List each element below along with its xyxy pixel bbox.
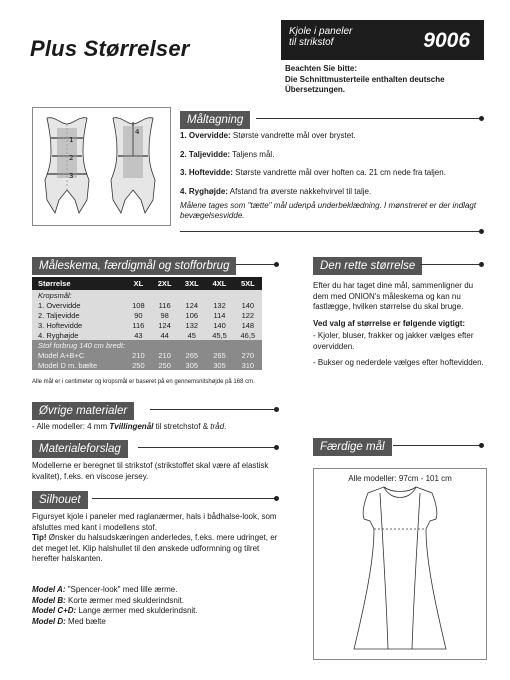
body-figure-illustration [33, 108, 170, 225]
table-cell: 46,5 [234, 330, 262, 340]
table-cell: 148 [234, 320, 262, 330]
table-cell: 124 [151, 320, 178, 330]
ovrige-text [32, 422, 282, 433]
table-cell: 210 [151, 350, 178, 360]
table-row [32, 330, 262, 340]
table-header: XL [126, 277, 151, 290]
section-label-materialeforslag: Materialeforslag [32, 440, 128, 458]
table-cell: 45 [178, 330, 205, 340]
measurement-item [180, 150, 485, 160]
ovrige-suffix: . [224, 422, 227, 431]
section-rule-dot [274, 496, 279, 501]
table-cell: 45,5 [205, 330, 233, 340]
measurement-item [180, 168, 485, 178]
table-cell: Model A+B+C [32, 350, 126, 360]
table-cell: 114 [205, 310, 233, 320]
table-cell: 132 [178, 320, 205, 330]
table-row [32, 340, 262, 350]
measurement-key: 4. Ryghøjde: [180, 186, 229, 196]
table-header: Størrelse [32, 277, 126, 290]
model-text: "Spencer-look" med lille ærme. [65, 585, 178, 594]
section-rule-dot [479, 116, 484, 121]
rette-bullet: - Bukser og nederdele vælges efter hoftevidden. [313, 358, 484, 367]
model-item [32, 606, 282, 617]
materialeforslag-text: Modellerne er beregnet til strikstof (strikstoffet skal være af elastisk kvalitet), f.eks. en viscose jersey. [32, 461, 269, 481]
table-cell: 265 [205, 350, 233, 360]
table-header: 2XL [151, 277, 178, 290]
section-rule-dot [274, 407, 279, 412]
table-row [32, 310, 262, 320]
section-label-rette: Den rette størrelse [313, 257, 422, 275]
section-rule [180, 231, 480, 232]
silhouet-tip [32, 533, 282, 565]
table-cell: 3. Hoftevidde [32, 320, 126, 330]
measurement-text: Taljens mål. [232, 149, 275, 159]
page-title: Plus Størrelser [30, 36, 190, 61]
ovrige-thread: tråd [210, 422, 225, 431]
finished-measurement-box [313, 468, 487, 660]
measurement-key: 2. Taljevidde: [180, 149, 231, 159]
model-key: Model C+D: [32, 606, 77, 615]
table-cell: 140 [234, 300, 262, 310]
subtitle-line-1: Kjole i paneler [289, 26, 353, 37]
table-header: 3XL [178, 277, 205, 290]
ovrige-needle: Tvillingenål [109, 422, 154, 431]
model-item [32, 617, 282, 628]
measurement-instructions [180, 131, 485, 221]
measurement-item [180, 131, 485, 141]
table-cell: 98 [151, 310, 178, 320]
model-key: Model A: [32, 585, 66, 594]
svg-text:3: 3 [69, 172, 74, 180]
model-text: Korte ærmer med skulderindsnit. [65, 595, 185, 605]
svg-text:2: 2 [69, 154, 74, 162]
section-rule [236, 264, 276, 265]
ovrige-prefix: - Alle modeller: 4 mm [32, 422, 110, 431]
table-row [32, 350, 262, 360]
section-label-maaleskema: Måleskema, færdigmål og stofforbrug [32, 257, 236, 275]
measurement-figure [32, 107, 171, 226]
pattern-number: 9006 [423, 29, 470, 52]
note-line-3: Übersetzungen. [285, 85, 346, 94]
measurement-item [180, 187, 485, 197]
header-box [281, 20, 484, 60]
model-text: Med bælte [65, 616, 106, 626]
table-cell: 310 [234, 360, 262, 370]
table-cell: 116 [151, 300, 178, 310]
measurement-text: Afstand fra øverste nakkehvirvel til talje. [229, 186, 372, 196]
table-cell: 2. Taljevidde [32, 310, 126, 320]
section-rule-dot [274, 445, 279, 450]
header-subtitle [289, 26, 399, 48]
rette-bullet: - Kjoler, bluser, frakker og jakker vælges efter overvidden. [313, 331, 474, 351]
table-cell: 305 [178, 360, 205, 370]
table-footnote: Alle mål er i centimeter og kropsmål er baseret på en gennemsnitshøjde på 168 cm. [32, 379, 255, 385]
table-cell: 44 [151, 330, 178, 340]
table-cell: 124 [178, 300, 205, 310]
table-cell: 90 [126, 310, 151, 320]
measurement-footnote: Målene tages som "tætte" mål udenpå underbeklædning. I mønstreret er der indlagt bevægelsesvidde. [180, 201, 477, 220]
model-text: Lange ærmer med skulderindsnit. [76, 606, 198, 615]
table-cell: 116 [126, 320, 151, 330]
section-rule [393, 445, 480, 446]
table-cell: 132 [205, 300, 233, 310]
table-row [32, 290, 262, 300]
table-section-label: Stof forbrug 140 cm bredt: [32, 340, 262, 350]
note-line-2: Die Schnittmusterteile enthalten deutsche [285, 74, 445, 84]
table-row [32, 360, 262, 370]
table-header: 4XL [205, 277, 233, 290]
table-cell: 108 [126, 300, 151, 310]
table-cell: 210 [126, 350, 151, 360]
model-key: Model B: [32, 595, 66, 605]
section-label-faerdige: Færdige mål [313, 438, 392, 456]
finished-caption: Alle modeller: 97cm - 101 cm [348, 474, 452, 483]
section-rule [138, 447, 276, 448]
model-item [32, 585, 282, 596]
table-cell: 1. Overvidde [32, 300, 126, 310]
table-row [32, 320, 262, 330]
model-list [32, 585, 282, 627]
table-cell: 250 [151, 360, 178, 370]
section-rule-dot [479, 262, 484, 267]
section-rule-dot [479, 443, 484, 448]
table-cell: 106 [178, 310, 205, 320]
translation-note [285, 64, 485, 96]
table-cell: 250 [126, 360, 151, 370]
silhouet-description [32, 512, 282, 565]
subtitle-line-2: til strikstof [289, 37, 334, 48]
ovrige-middle: til stretchstof & [153, 422, 211, 431]
tip-label: Tip! [32, 533, 47, 542]
table-cell: Model D m. bælte [32, 360, 126, 370]
silhouet-text: Figursyet kjole i paneler med raglanærmer, hals i bådhalse-look, som afsluttes med kant i modellens stof. [32, 512, 277, 532]
section-rule-dot [479, 229, 484, 234]
svg-text:1: 1 [69, 136, 74, 144]
measurement-text: Største vandrette mål over brystet. [232, 131, 356, 140]
measurement-key: 1. Overvidde: [180, 131, 231, 140]
svg-text:4: 4 [135, 128, 140, 136]
section-label-maaltagning: Måltagning [180, 111, 250, 129]
table-row [32, 300, 262, 310]
measurement-key: 3. Hoftevidde: [180, 168, 233, 177]
table-cell: 265 [178, 350, 205, 360]
table-cell: 140 [205, 320, 233, 330]
model-item [32, 596, 282, 607]
model-key: Model D: [32, 616, 66, 626]
table-section-label: Kropsmål: [32, 290, 262, 300]
table-cell: 4. Ryghøjde [32, 330, 126, 340]
rette-intro: Efter du har taget dine mål, sammenligner du dem med ONION's måleskema og kan nu fastlægge, hvilken størrelse du skal bruge. [313, 281, 474, 311]
section-label-ovrige: Øvrige materialer [32, 402, 134, 420]
section-rule-dot [274, 262, 279, 267]
rette-bold: Ved valg af størrelse er følgende vigtigt: [313, 318, 466, 328]
measurement-text: Største vandrette mål over hoften ca. 21 cm nede fra taljen. [235, 168, 446, 177]
note-line-1: Beachten Sie bitte: [285, 64, 358, 73]
tip-text: Ønsker du halsudskæringen anderledes, f.eks. mere udringet, er det meget let. Klip halshullet til den ønskede udformning og tilret herefter halskanten. [32, 533, 278, 563]
dress-illustration [314, 469, 486, 659]
section-rule [256, 118, 480, 119]
section-rule [420, 264, 480, 265]
table-cell: 305 [205, 360, 233, 370]
section-rule [150, 409, 276, 410]
table-header-row [32, 277, 262, 290]
rette-text [313, 281, 485, 369]
section-label-silhouet: Silhouet [32, 491, 88, 509]
table-cell: 270 [234, 350, 262, 360]
section-rule [92, 498, 276, 499]
size-table [32, 277, 262, 370]
table-cell: 122 [234, 310, 262, 320]
table-cell: 43 [126, 330, 151, 340]
table-header: 5XL [234, 277, 262, 290]
